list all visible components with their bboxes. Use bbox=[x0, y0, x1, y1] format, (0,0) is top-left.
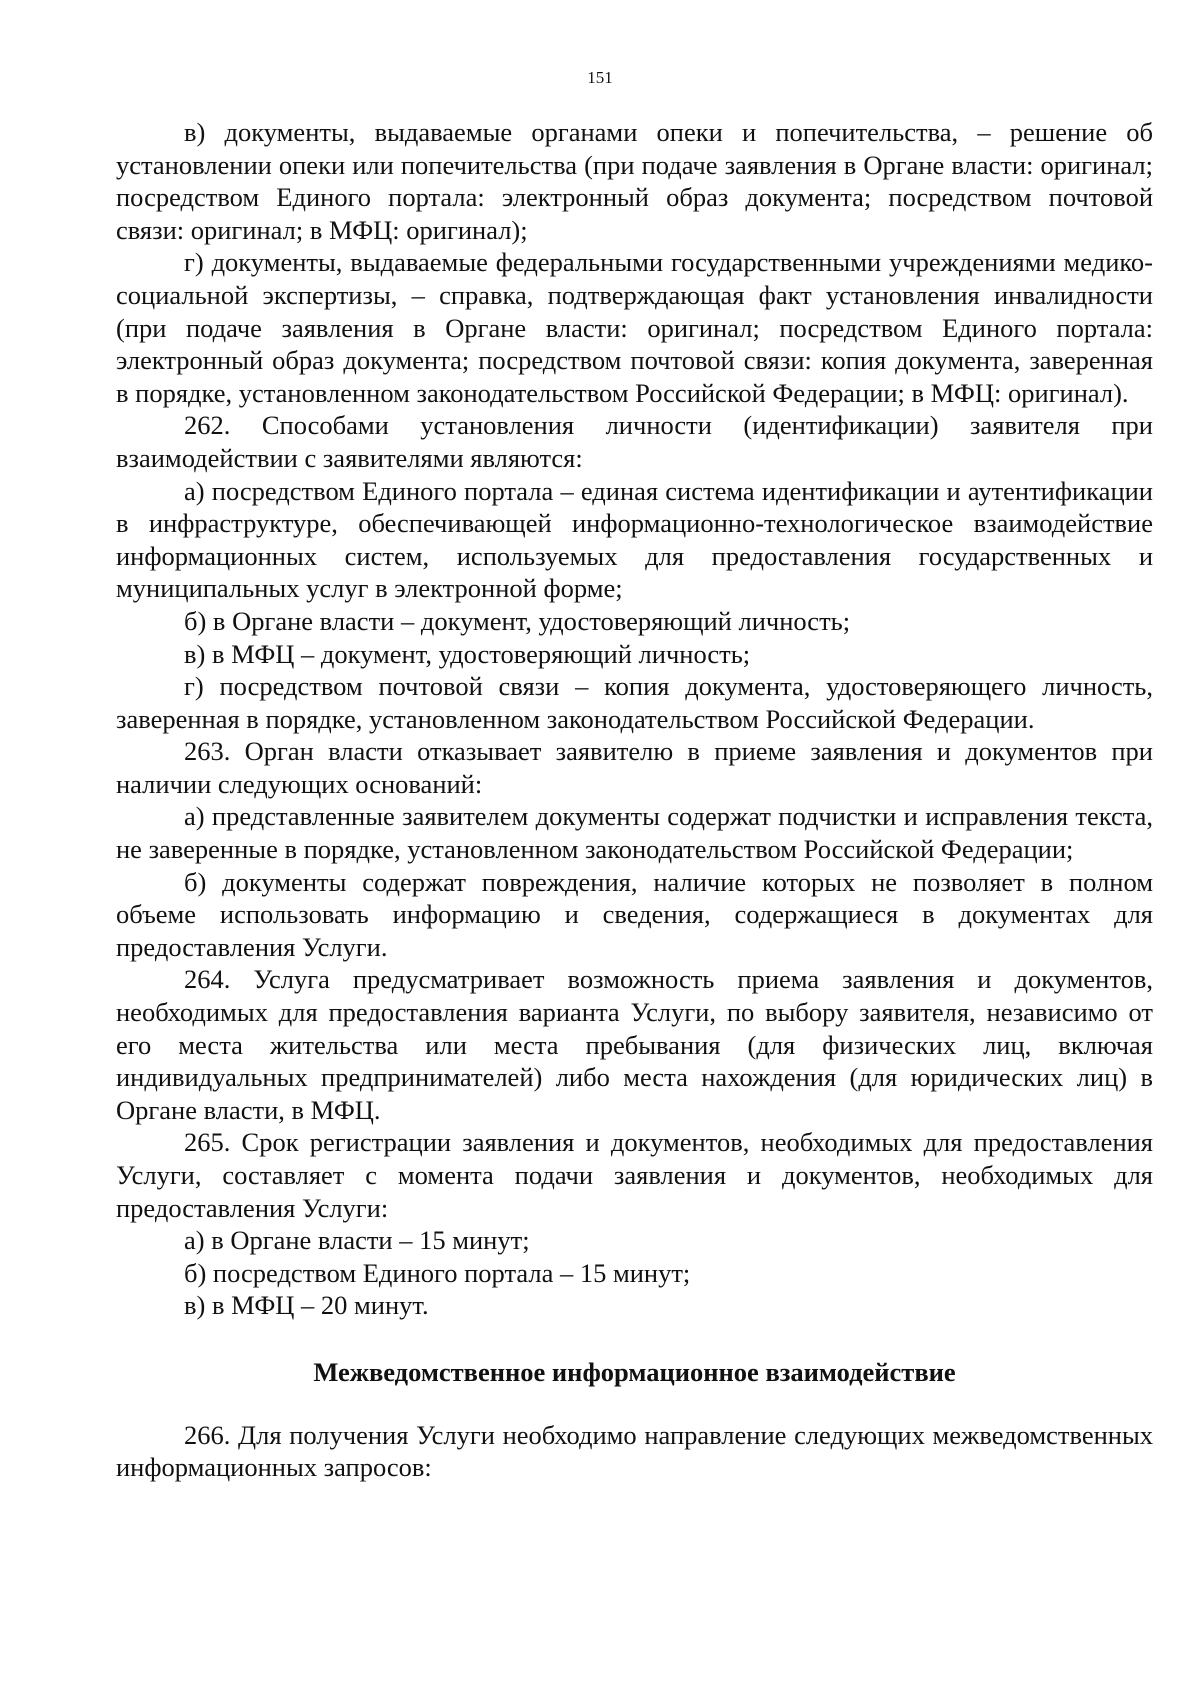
paragraph-265-v: в) в МФЦ – 20 минут. bbox=[184, 1290, 429, 1321]
document-body bbox=[116, 116, 1153, 1484]
section-heading: Межведомственное информационное взаимодействие bbox=[313, 1356, 956, 1387]
paragraph-item-g-disability: г) документы, выдаваемые федеральными государственными учреждениями медико-социальной экспертизы, – справка, подтверждающая факт установления инвалидности (при подаче заявления в Органе власти: оригинал; посредством Единого портала: электронный образ документа; посредством почтовой связи: копия документа, заверенная в порядке, установленном законодательством Российской Федерации; в МФЦ: оригинал). bbox=[116, 247, 1153, 408]
paragraph-265: 265. Срок регистрации заявления и документов, необходимых для предоставления Услуги, составляет с момента подачи заявления и документов, необходимых для предоставления Услуги: bbox=[116, 1127, 1153, 1223]
paragraph-263-b: б) документы содержат повреждения, наличие которых не позволяет в полном объеме использовать информацию и сведения, содержащиеся в документах для предоставления Услуги. bbox=[116, 866, 1153, 962]
paragraph-263-a: а) представленные заявителем документы содержат подчистки и исправления текста, не заверенные в порядке, установленном законодательством Российской Федерации; bbox=[116, 801, 1153, 865]
paragraph-item-v-guardianship: в) документы, выдаваемые органами опеки и попечительства, – решение об установлении опеки или попечительства (при подаче заявления в Органе власти: оригинал; посредством Единого портала: электронный образ документа; посредством почтовой связи: оригинал; в МФЦ: оригинал); bbox=[116, 117, 1153, 245]
paragraph-266: 266. Для получения Услуги необходимо направление следующих межведомственных информационных запросов: bbox=[116, 1419, 1153, 1483]
paragraph-262-g: г) посредством почтовой связи – копия документа, удостоверяющего личность, заверенная в порядке, установленном законодательством Российской Федерации. bbox=[116, 671, 1153, 734]
paragraph-262: 262. Способами установления личности (идентификации) заявителя при взаимодействии с заявителями являются: bbox=[116, 410, 1153, 473]
paragraph-262-a: а) посредством Единого портала – единая система идентификации и аутентификации в инфраструктуре, обеспечивающей информационно-технологическое взаимодействие информационных систем, используемых для предоставления государственных и муниципальных услуг в электронной форме; bbox=[116, 475, 1153, 604]
paragraph-262-b: б) в Органе власти – документ, удостоверяющий личность; bbox=[184, 605, 851, 636]
page-number: 151 bbox=[587, 68, 613, 87]
paragraph-265-b: б) посредством Единого портала – 15 минут; bbox=[184, 1257, 691, 1288]
paragraph-265-a: а) в Органе власти – 15 минут; bbox=[184, 1225, 530, 1256]
paragraph-264: 264. Услуга предусматривает возможность приема заявления и документов, необходимых для предоставления варианта Услуги, по выбору заявителя, независимо от его места жительства или места пребывания (для физических лиц, включая индивидуальных предпринимателей) либо места нахождения (для юридических лиц) в Органе власти, в МФЦ. bbox=[116, 964, 1153, 1125]
paragraph-263: 263. Орган власти отказывает заявителю в приеме заявления и документов при наличии следующих оснований: bbox=[116, 736, 1153, 799]
paragraph-262-v: в) в МФЦ – документ, удостоверяющий личность; bbox=[184, 638, 751, 669]
